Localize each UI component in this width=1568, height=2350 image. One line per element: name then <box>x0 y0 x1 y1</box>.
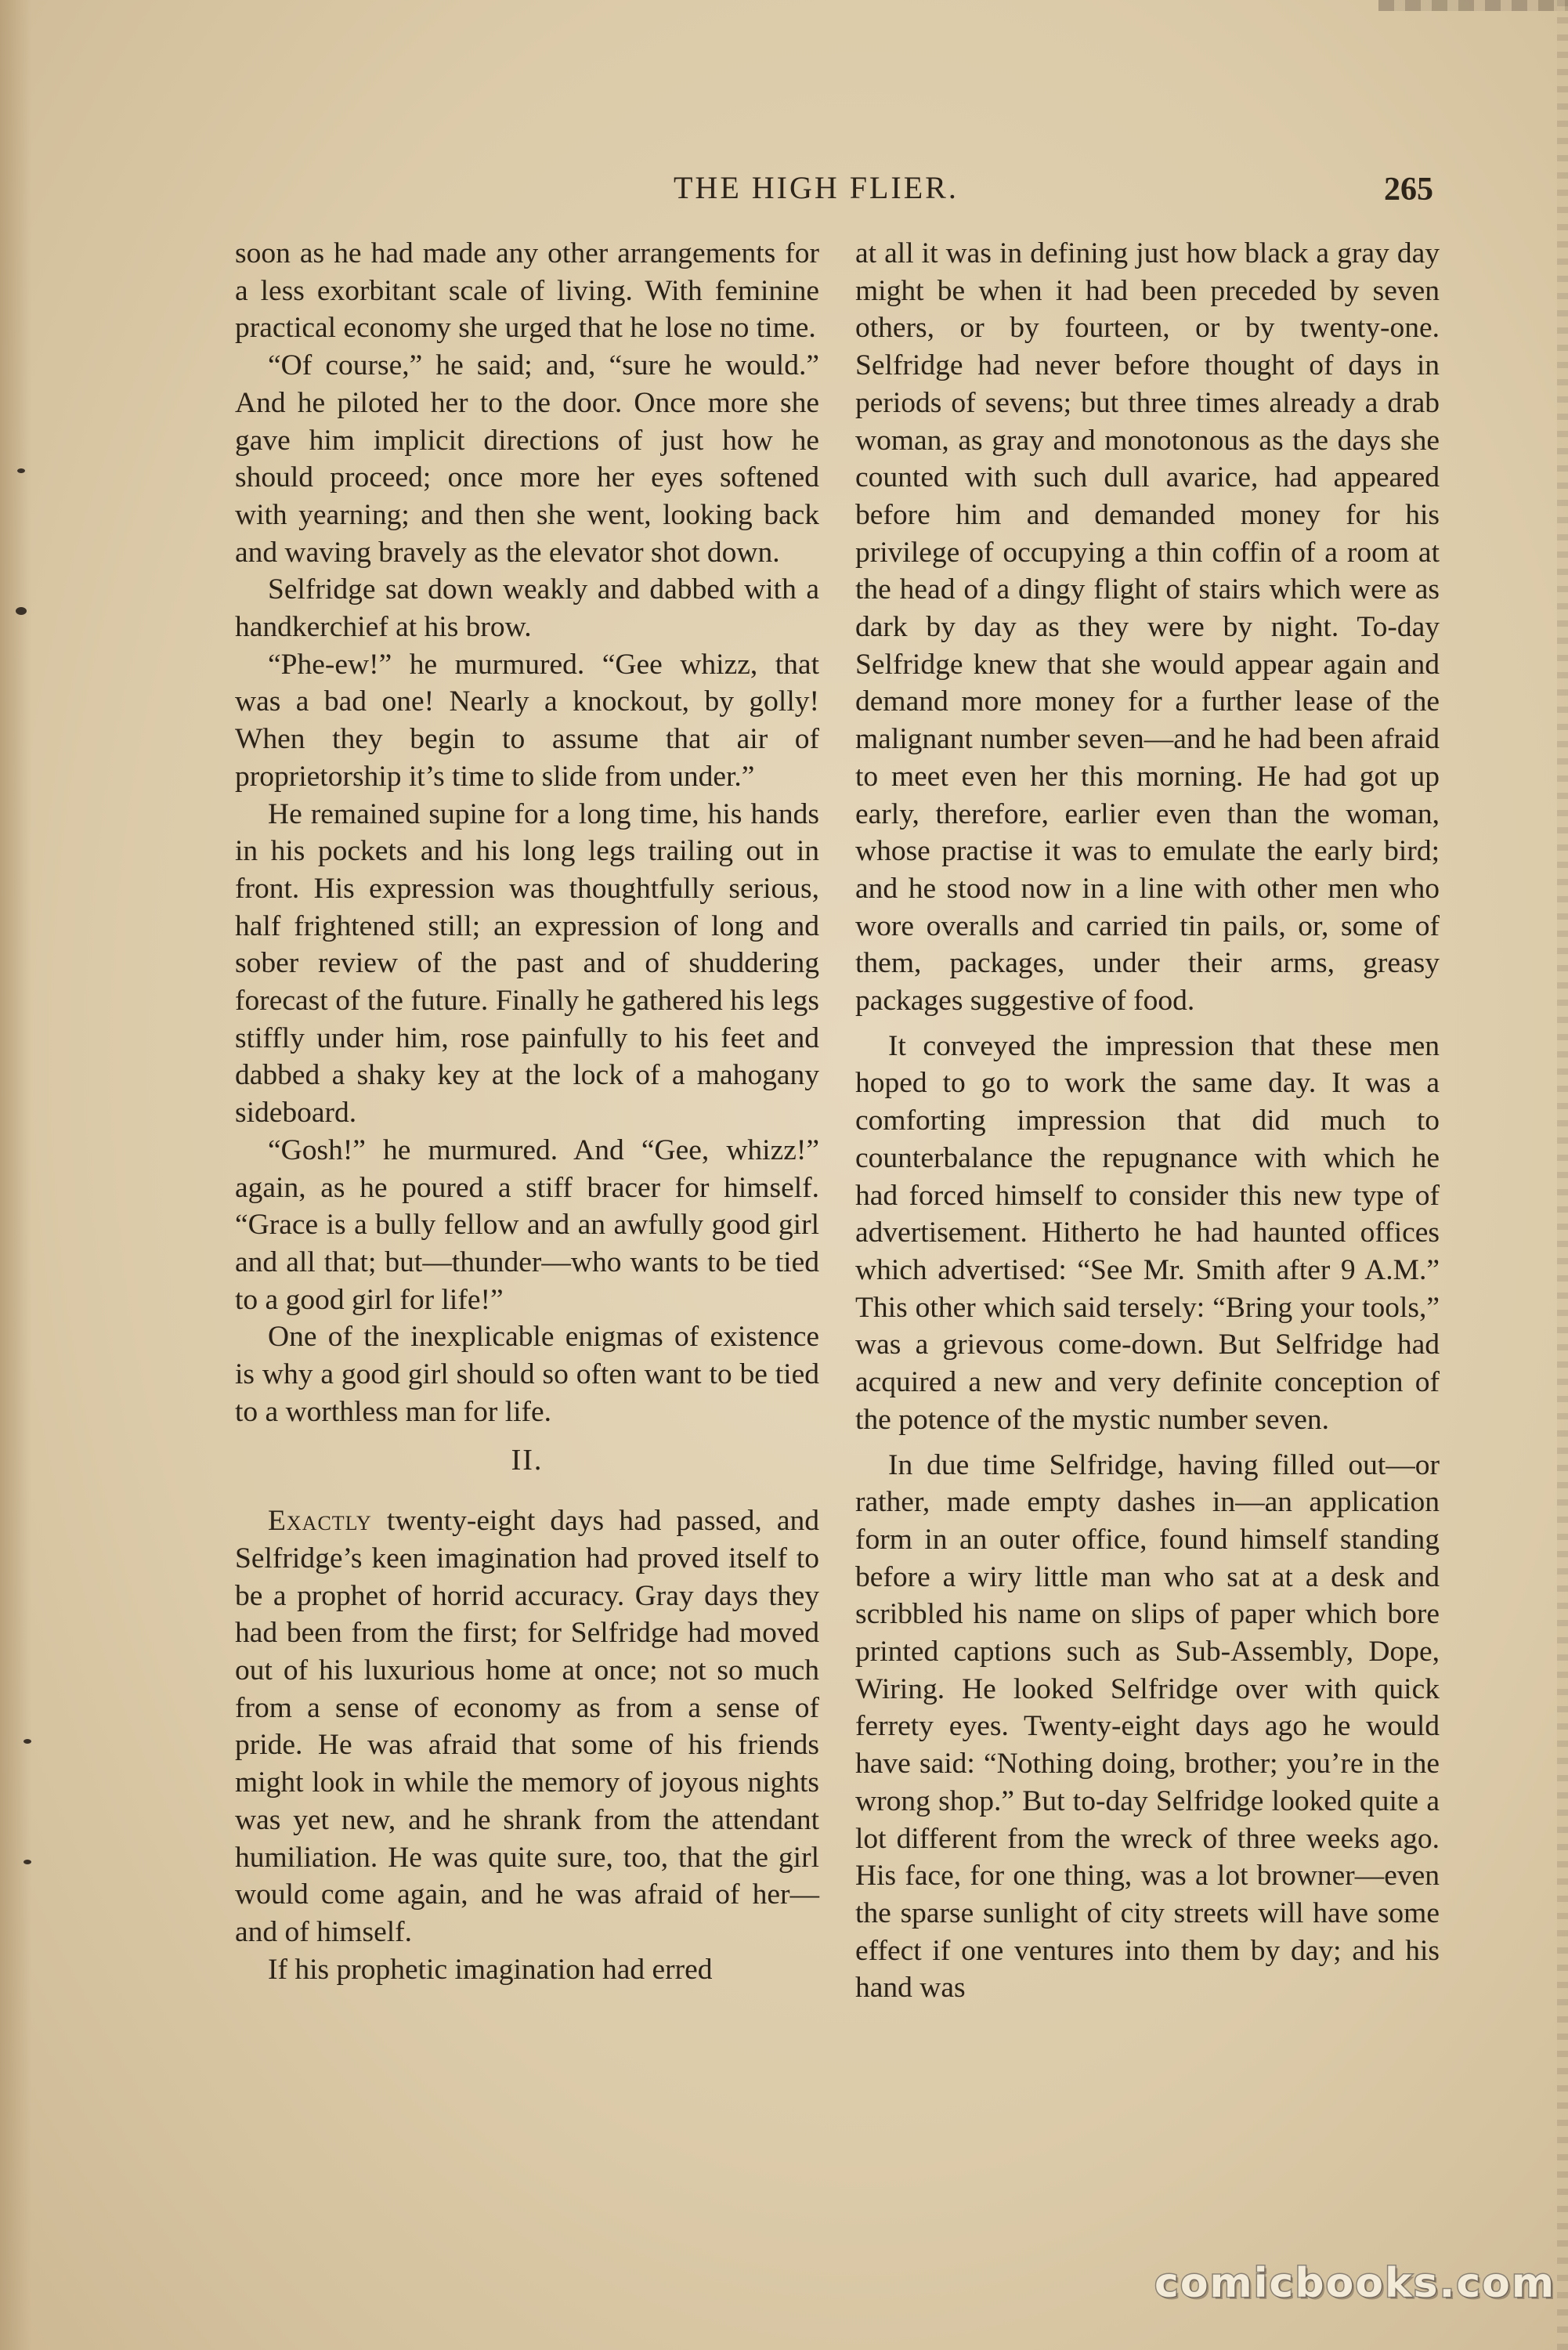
paragraph: soon as he had made any other arrangements for a less exorbitant scale of living. With feminine practical economy she urged that he lose no time. <box>235 237 819 345</box>
right-column <box>855 235 1440 2007</box>
paragraph: One of the inexplicable enigmas of existence is why a good girl should so often want to be tied to a worthless man for life. <box>235 1321 819 1428</box>
paragraph: “Gosh!” he murmured. And “Gee, whizz!” again, as he poured a stiff bracer for himself. “Grace is a bully fellow and an awfully good girl and all that; but—thunder—who wants to be tied to a good girl for life!” <box>235 1133 819 1316</box>
paragraph: “Of course,” he said; and, “sure he would.” And he piloted her to the door. Once more she gave him implicit directions of just how he should proceed; once more her eyes softened with yearning; and then she went, looking back and waving bravely as the elevator shot down. <box>235 349 819 569</box>
paragraph: “Phe-ew!” he murmured. “Gee whizz, that was a bad one! Nearly a knockout, by golly! When they begin to assume that air of proprietorship it’s time to slide from under.” <box>235 648 819 793</box>
paragraph-text: twenty-eight days had passed, and Selfridge’s keen imagination had proved itself to be a prophet of horrid accuracy. Gray days they had been from the first; for Selfridge had moved out of his luxurious home at once; not so much from a sense of economy as from a sense of pride. He was afraid that some of his friends might look in while the memory of joyous nights was yet new, and he shrank from the attendant humiliation. He was quite sure, too, that the girl would come again, and he was afraid of her—and of himself. <box>235 1505 819 1948</box>
running-title: THE HIGH FLIER. <box>674 170 959 205</box>
left-column <box>235 235 819 1988</box>
margin-speck <box>16 607 27 615</box>
margin-speck <box>17 468 25 473</box>
paragraph: If his prophetic imagination had erred <box>268 1953 713 1986</box>
page-right-edge <box>1557 0 1568 2350</box>
paragraph: He remained supine for a long time, his hands in his pockets and his long legs trailing out in front. His expression was thoughtfully serious, half frightened still; an expression of long and sober review of the past and of shuddering forecast of the future. Finally he gathered his legs stiffly under him, rose painfully to his feet and dabbed a shaky key at the lock of a mahogany sideboard. <box>235 797 819 1130</box>
paragraph: In due time Selfridge, having filled out—or rather, made empty dashes in—an application form in an outer office, found himself standing before a wiry little man who sat at a desk and scribbled his name on slips of paper which bore printed captions such as Sub-Assembly, Dope, Wiring. He looked Selfridge over with quick ferrety eyes. Twenty-eight days ago he would have said: “Nothing doing, brother; you’re in the wrong shop.” But to-day Selfridge looked quite a lot different from the wreck of three weeks ago. His face, for one thing, was a lot browner—even the sparse sunlight of city streets will have some effect if one ventures into them by day; and his hand was <box>855 1448 1440 2005</box>
margin-speck <box>23 1739 31 1744</box>
page-edge-stripe <box>1378 0 1568 11</box>
paragraph: at all it was in defining just how black a gray day might be when it had been preceded by seven others, or by fourteen, or by twenty-one. Selfridge had never before thought of days in periods of sevens; but three times already a drab woman, as gray and monotonous as the days she counted with such dull avarice, had appeared before him and demanded money for his privilege of occupying a thin coffin of a room at the head of a dingy flight of stairs which were as dark by day as they were by night. To-day Selfridge knew that she would appear again and demand more money for a further lease of the malignant number seven—and he had been afraid to meet even her this morning. He had got up early, therefore, earlier even than the woman, whose practise it was to emulate the early bird; and he stood now in a line with other men who wore overalls and carried tin pails, or, some of them, packages, under their arms, greasy packages suggestive of food. <box>855 237 1440 1018</box>
paragraph-gap <box>855 1439 1440 1447</box>
small-caps-lead: Exactly <box>268 1505 372 1538</box>
watermark-logo: comicbooks.com <box>1154 2260 1556 2307</box>
paragraph: It conveyed the impression that these men hoped to go to work the same day. It was a comforting impression that did much to counterbalance the repugnance with which he had forced himself to consider this new type of advertisement. Hitherto he had haunted offices which advertised: “See Mr. Smith after 9 A.M.” This other which said tersely: “Bring your tools,” was a grievous come-down. But Selfridge had acquired a new and very definite conception of the potence of the mystic number seven. <box>855 1029 1440 1436</box>
page-number: 265 <box>1384 172 1433 208</box>
spine-shadow <box>0 0 31 2350</box>
paragraph-gap <box>855 1020 1440 1028</box>
paragraph: Selfridge sat down weakly and dabbed with a handkerchief at his brow. <box>235 573 819 644</box>
margin-speck <box>23 1860 31 1864</box>
paragraph <box>235 1502 819 1950</box>
running-head <box>235 169 1433 208</box>
section-heading: II. <box>511 1443 544 1477</box>
